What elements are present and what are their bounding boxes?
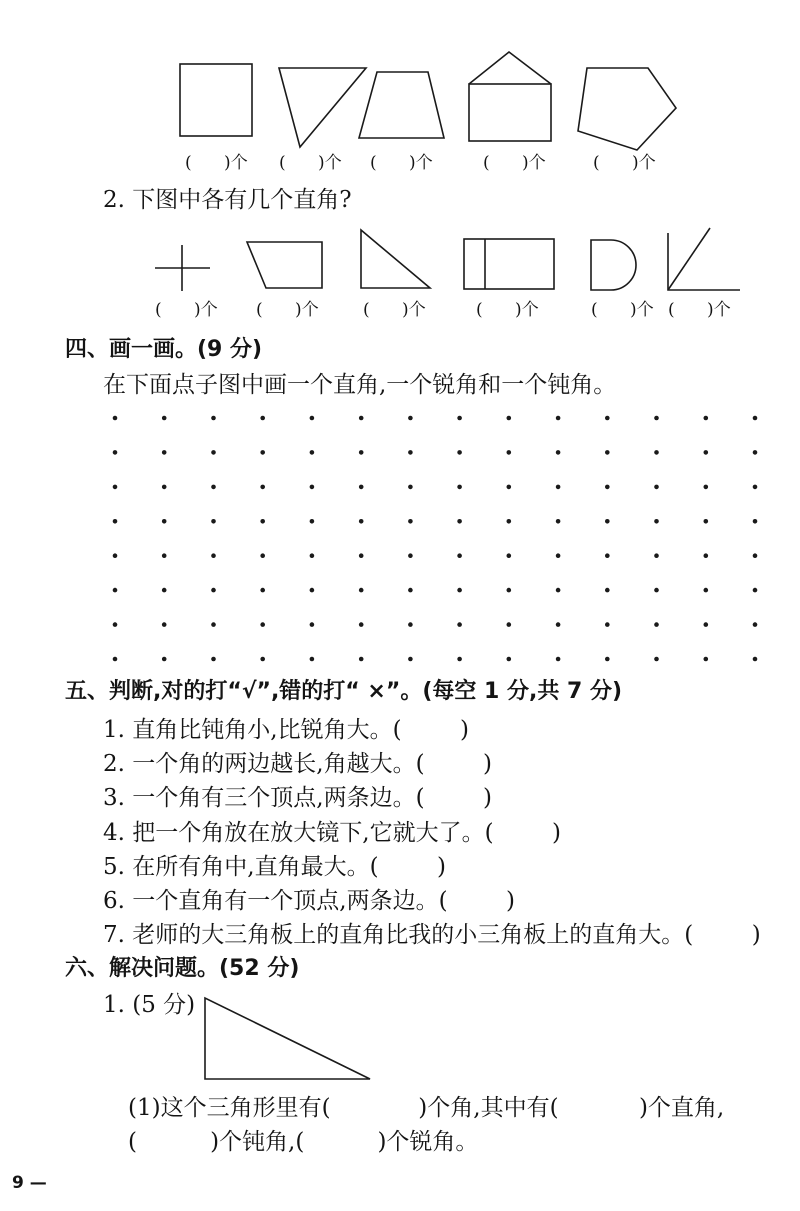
grid-dot (753, 588, 758, 593)
grid-dot (605, 450, 610, 455)
grid-dot (556, 622, 561, 627)
grid-dot (211, 657, 216, 662)
grid-dot (507, 622, 512, 627)
grid-dot (113, 588, 118, 593)
irregular-pentagon-figure (578, 68, 676, 150)
grid-dot (507, 450, 512, 455)
grid-dot (211, 588, 216, 593)
grid-dot (457, 657, 462, 662)
grid-dot (556, 519, 561, 524)
grid-dot (507, 485, 512, 490)
grid-dot (457, 588, 462, 593)
grid-dot (605, 519, 610, 524)
judgement-item-1: 1. 直角比钝角小,比锐角大。( ) (103, 717, 470, 743)
grid-dot (211, 519, 216, 524)
trapezoid-figure (359, 72, 444, 138)
grid-dot (605, 485, 610, 490)
grid-dot (605, 416, 610, 421)
grid-dot (556, 416, 561, 421)
grid-dot (113, 553, 118, 558)
grid-dot (359, 450, 364, 455)
grid-dot (359, 519, 364, 524)
grid-dot (310, 553, 315, 558)
square-figure (180, 64, 252, 136)
row1-answer-label-4: ( )个 (483, 153, 546, 173)
grid-dot (162, 485, 167, 490)
grid-dot (408, 519, 413, 524)
grid-dot (457, 622, 462, 627)
grid-dot (654, 519, 659, 524)
grid-dot (704, 519, 709, 524)
grid-dot (704, 485, 709, 490)
grid-dot (310, 519, 315, 524)
judgement-item-6: 6. 一个直角有一个顶点,两条边。( ) (103, 887, 516, 914)
grid-dot (605, 553, 610, 558)
grid-dot (704, 416, 709, 421)
grid-dot (704, 588, 709, 593)
judgement-item-4: 4. 把一个角放在放大镜下,它就大了。( ) (103, 819, 562, 846)
grid-dot (260, 519, 265, 524)
grid-dot (556, 485, 561, 490)
grid-dot (408, 485, 413, 490)
angle-diagonal-line (668, 228, 710, 290)
grid-dot (556, 450, 561, 455)
grid-dot (704, 622, 709, 627)
grid-dot (507, 588, 512, 593)
grid-dot (753, 519, 758, 524)
right-trapezoid-figure (247, 242, 322, 288)
grid-dot (310, 657, 315, 662)
row1-answer-label-2: ( )个 (279, 153, 342, 173)
grid-dot (113, 416, 118, 421)
grid-dot (310, 416, 315, 421)
grid-dot (556, 553, 561, 558)
grid-dot (704, 657, 709, 662)
grid-dot (654, 450, 659, 455)
inverted-triangle-figure (279, 68, 366, 147)
divided-rectangle-outline (464, 239, 554, 289)
grid-dot (556, 657, 561, 662)
problem-right-triangle-figure (205, 998, 370, 1079)
judgement-list (103, 713, 761, 952)
page-number: 9 — (12, 1173, 47, 1193)
grid-dot (113, 485, 118, 490)
judgement-item-7: 7. 老师的大三角板上的直角比我的小三角板上的直角大。( ) (103, 922, 761, 949)
grid-dot (704, 553, 709, 558)
grid-dot (113, 657, 118, 662)
grid-dot (457, 416, 462, 421)
row2-answer-label-4: ( )个 (476, 300, 539, 320)
grid-dot (654, 416, 659, 421)
grid-dot (556, 588, 561, 593)
grid-dot (753, 450, 758, 455)
section-6-heading: 六、解决问题。(52 分) (65, 956, 300, 981)
angle-lines-figure (668, 228, 740, 290)
grid-dot (654, 553, 659, 558)
row1-answer-label-5: ( )个 (593, 153, 656, 173)
grid-dot (408, 657, 413, 662)
grid-dot (654, 657, 659, 662)
row2-answer-label-6: ( )个 (668, 300, 731, 320)
grid-dot (260, 588, 265, 593)
grid-dot (162, 622, 167, 627)
grid-dot (408, 450, 413, 455)
judgement-item-5: 5. 在所有角中,直角最大。( ) (103, 853, 447, 880)
problem-1-line-1: (1)这个三角形里有( )个角,其中有( )个直角, (128, 1095, 725, 1121)
grid-dot (260, 485, 265, 490)
problem-1-line-2: ( )个钝角,( )个锐角。 (128, 1129, 479, 1155)
section-5-heading: 五、判断,对的打“√”,错的打“ ×”。(每空 1 分,共 7 分) (65, 679, 623, 704)
grid-dot (753, 416, 758, 421)
grid-dot (162, 450, 167, 455)
grid-dot (654, 622, 659, 627)
angle-right-lines (668, 233, 740, 290)
grid-dot (753, 622, 758, 627)
grid-dot (310, 485, 315, 490)
grid-dot (507, 416, 512, 421)
row2-answer-label-1: ( )个 (155, 300, 218, 320)
grid-dot (211, 416, 216, 421)
d-shape-figure (591, 240, 636, 290)
row1-answer-label-1: ( )个 (185, 153, 248, 173)
dot-grid (113, 416, 758, 662)
house-body (469, 84, 551, 141)
house-roof (469, 52, 551, 84)
grid-dot (113, 450, 118, 455)
right-triangle-figure (361, 230, 430, 288)
divided-rectangle-figure (464, 239, 554, 289)
house-pentagon-figure (469, 52, 551, 141)
grid-dot (113, 622, 118, 627)
grid-dot (605, 622, 610, 627)
grid-dot (654, 485, 659, 490)
grid-dot (507, 657, 512, 662)
grid-dot (753, 485, 758, 490)
grid-dot (113, 519, 118, 524)
grid-dot (211, 450, 216, 455)
cross-lines-figure (155, 245, 210, 291)
grid-dot (260, 416, 265, 421)
grid-dot (408, 553, 413, 558)
grid-dot (260, 657, 265, 662)
grid-dot (359, 622, 364, 627)
grid-dot (408, 622, 413, 627)
grid-dot (704, 450, 709, 455)
grid-dot (408, 588, 413, 593)
question-2-text: 2. 下图中各有几个直角? (103, 187, 352, 213)
grid-dot (507, 519, 512, 524)
grid-dot (457, 485, 462, 490)
row2-answer-label-2: ( )个 (256, 300, 319, 320)
row2-answer-label-5: ( )个 (591, 300, 654, 320)
grid-dot (310, 450, 315, 455)
grid-dot (359, 416, 364, 421)
grid-dot (753, 657, 758, 662)
grid-dot (359, 485, 364, 490)
grid-dot (310, 622, 315, 627)
grid-dot (211, 622, 216, 627)
grid-dot (457, 519, 462, 524)
grid-dot (260, 553, 265, 558)
grid-dot (457, 450, 462, 455)
problem-1-label: 1. (5 分) (103, 992, 196, 1018)
section-4-instruction: 在下面点子图中画一个直角,一个锐角和一个钝角。 (103, 372, 617, 398)
grid-dot (359, 588, 364, 593)
grid-dot (162, 588, 167, 593)
grid-dot (359, 553, 364, 558)
row1-answer-label-3: ( )个 (370, 153, 433, 173)
grid-dot (211, 485, 216, 490)
judgement-item-2: 2. 一个角的两边越长,角越大。( ) (103, 751, 493, 778)
grid-dot (457, 553, 462, 558)
grid-dot (654, 588, 659, 593)
grid-dot (359, 657, 364, 662)
row2-answer-label-3: ( )个 (363, 300, 426, 320)
grid-dot (753, 553, 758, 558)
section-4-heading: 四、画一画。(9 分) (65, 337, 263, 362)
grid-dot (408, 416, 413, 421)
grid-dot (605, 657, 610, 662)
grid-dot (162, 553, 167, 558)
grid-dot (162, 519, 167, 524)
judgement-item-3: 3. 一个角有三个顶点,两条边。( ) (103, 785, 493, 812)
grid-dot (260, 622, 265, 627)
grid-dot (507, 553, 512, 558)
grid-dot (605, 588, 610, 593)
grid-dot (211, 553, 216, 558)
grid-dot (260, 450, 265, 455)
grid-dot (162, 416, 167, 421)
grid-dot (162, 657, 167, 662)
grid-dot (310, 588, 315, 593)
